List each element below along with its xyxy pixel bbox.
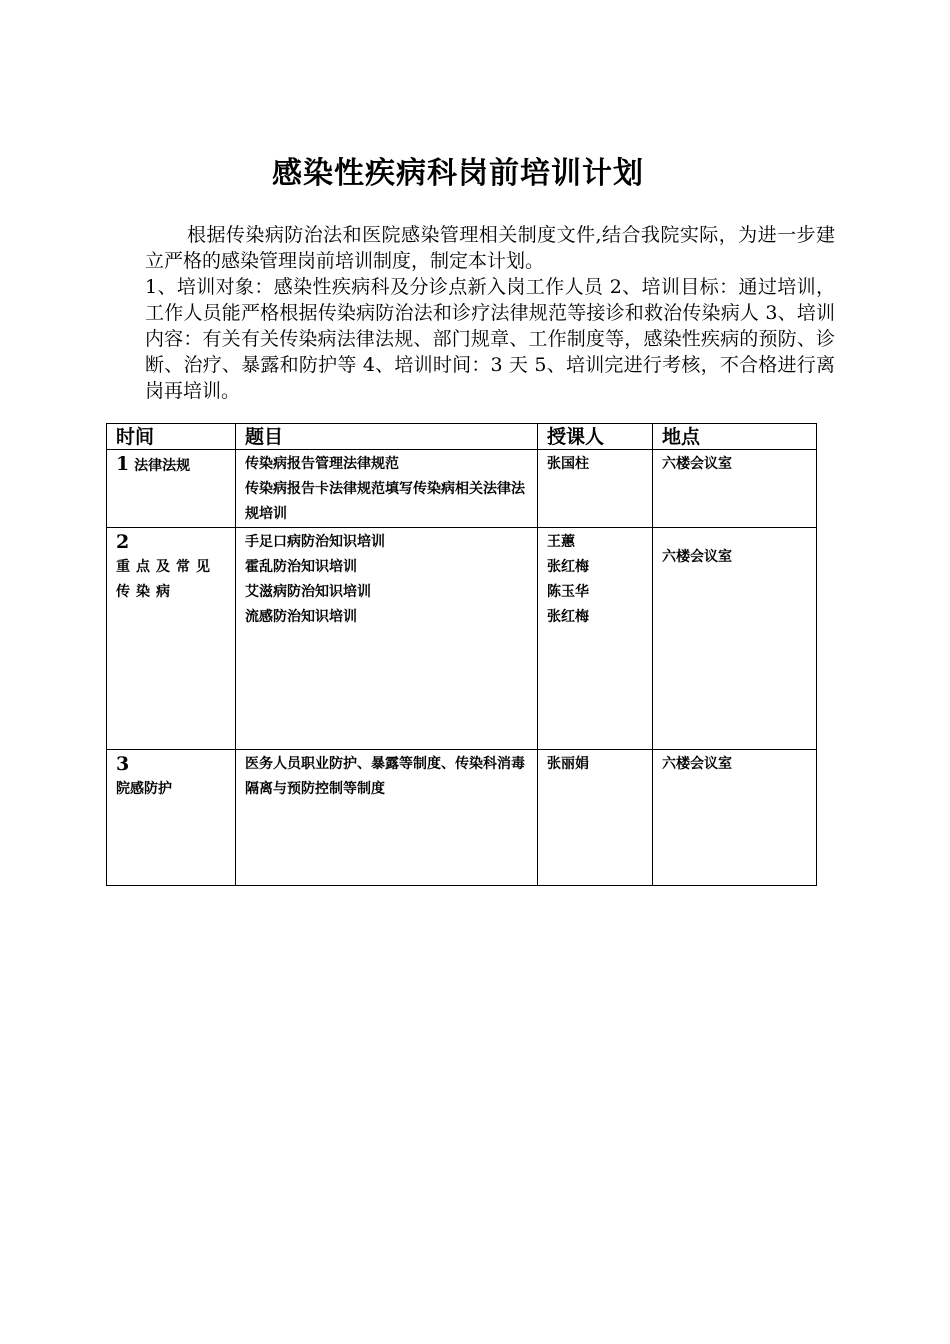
- table-header-row: [107, 424, 817, 450]
- intro-paragraph: 根据传染病防治法和医院感染管理相关制度文件,结合我院实际，为进一步建立严格的感染管理岗前培训制度，制定本计划。: [145, 224, 835, 272]
- topic-item: 霍乱防治知识培训: [245, 559, 357, 575]
- location-name: 六楼会议室: [662, 549, 732, 565]
- table-row: [107, 528, 817, 750]
- intro-text: [145, 222, 835, 404]
- session-number: 2: [116, 531, 130, 553]
- topic-item: 传染病报告卡法律规范填写传染病相关法律法规培训: [245, 481, 525, 522]
- location-cell: [653, 750, 817, 886]
- lecturer-name: 张丽娟: [547, 756, 589, 772]
- lecturer-name: 张红梅: [547, 609, 589, 625]
- lecturer-cell: [538, 528, 653, 750]
- topic-item: 艾滋病防治知识培训: [245, 584, 371, 600]
- location-name: 六楼会议室: [662, 756, 732, 772]
- session-category: 院感防护: [116, 781, 172, 797]
- table-row: [107, 450, 817, 528]
- lecturer-cell: [538, 750, 653, 886]
- topic-item: 流感防治知识培训: [245, 609, 357, 625]
- location-name: 六楼会议室: [662, 456, 732, 472]
- topic-item: 医务人员职业防护、暴露等制度、传染科消毒隔离与预防控制等制度: [245, 756, 525, 797]
- time-cell: [107, 528, 236, 750]
- lecturer-name: 张国柱: [547, 456, 589, 472]
- session-category: 法律法规: [134, 458, 191, 474]
- table-row: [107, 750, 817, 886]
- topic-item: 传染病报告管理法律规范: [245, 456, 399, 472]
- lecturer-name: 陈玉华: [547, 584, 589, 600]
- header-time: 时间: [107, 424, 236, 450]
- time-cell: [107, 450, 236, 528]
- lecturer-name: 张红梅: [547, 559, 589, 575]
- topic-cell: [236, 750, 538, 886]
- plan-details-paragraph: 1、培训对象：感染性疾病科及分诊点新入岗工作人员 2、培训目标：通过培训，工作人员能严格根据传染病防治法和诊疗法律规范等接诊和救治传染病人 3、培训内容：有关有关传染病法律法规、部门规章、工作制度等，感染性疾病的预防、诊断、治疗、暴露和防护等 4、培训时间：3 天 5、培训完进行考核，不合格进行离岗再培训。: [145, 276, 835, 402]
- location-cell: [653, 450, 817, 528]
- topic-cell: [236, 450, 538, 528]
- topic-item: 手足口病防治知识培训: [245, 534, 385, 550]
- topic-cell: [236, 528, 538, 750]
- session-number: 1: [116, 453, 130, 475]
- session-category: 重点及常见传染病: [116, 559, 216, 600]
- header-lecturer: 授课人: [538, 424, 653, 450]
- lecturer-cell: [538, 450, 653, 528]
- time-cell: [107, 750, 236, 886]
- header-location: 地点: [653, 424, 817, 450]
- page-title: 感染性疾病科岗前培训计划: [272, 156, 644, 192]
- lecturer-name: 王蕙: [547, 534, 575, 550]
- training-schedule-table: [106, 423, 817, 886]
- header-topic: 题目: [236, 424, 538, 450]
- session-number: 3: [116, 753, 130, 775]
- location-cell: [653, 528, 817, 750]
